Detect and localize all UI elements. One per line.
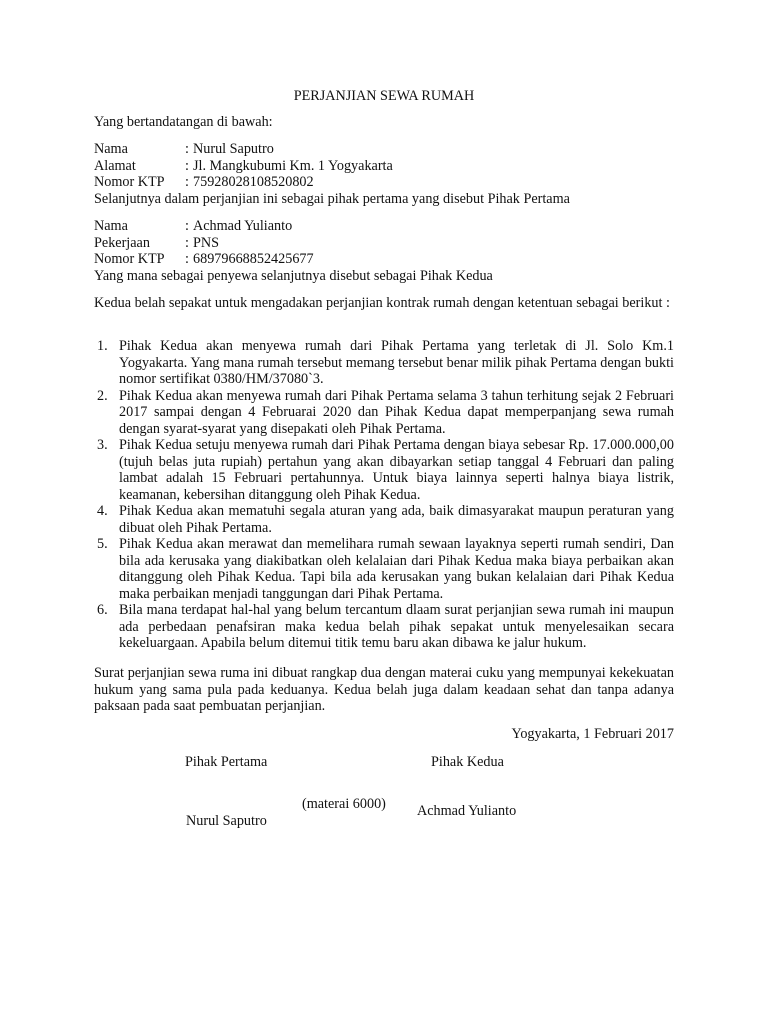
field-label: Nomor KTP <box>94 251 165 267</box>
field-value: Achmad Yulianto <box>193 218 293 234</box>
field-value: Jl. Mangkubumi Km. 1 Yogyakarta <box>193 157 393 174</box>
term-text: Pihak Kedua akan merawat dan memelihara rumah sewaan layaknya seperti rumah sendiri, Dan bila ada kerusaka yang diakibatkan oleh kelalaian dari Pihak Kedua maka biaya perbaikan akan ditanggung oleh Pihak Kedua. Tapi bila ada kerusakan yang bukan kelalaian dari Pihak Kedua maka perbaikan menjadi tanggungan dari Pihak Pertama. <box>119 536 674 602</box>
field-value: 75928028108520802 <box>193 174 314 190</box>
field-value: Nurul Saputro <box>193 141 274 157</box>
opening-line: Yang bertandatangan di bawah: <box>94 114 273 130</box>
closing-paragraph: Surat perjanjian sewa ruma ini dibuat rangkap dua dengan materai cuku yang mempunyai kekekuatan hukum yang sama pula pada keduanya. Kedua belah juga dalam keadaan sehat dan tanpa adanya paksaan pada saat pembuatan perjanjian. <box>94 665 674 714</box>
party1-signature-name: Nurul Saputro <box>186 813 267 829</box>
party1-fields <box>94 141 570 207</box>
field-colon: : <box>185 141 189 157</box>
term-text: Pihak Kedua akan mematuhi segala aturan yang ada, baik dimasyarakat maupun peraturan yang dibuat oleh Pihak Pertama. <box>119 503 674 536</box>
field-colon: : <box>185 157 189 174</box>
term-item <box>94 503 674 536</box>
field-label: Alamat <box>94 157 136 174</box>
field-row <box>94 218 493 235</box>
term-item <box>94 602 674 652</box>
field-row <box>94 251 493 268</box>
stamp-placeholder: (materai 6000) <box>302 796 386 812</box>
field-colon: : <box>185 174 189 190</box>
term-text: Pihak Kedua akan menyewa rumah dari Pihak Pertama yang terletak di Jl. Solo Km.1 Yogyakarta. Yang mana rumah tersebut memang tersebut benar milik pihak Pertama dengan bukti nomor sertifikat 0380/HM/37080`3. <box>119 338 674 387</box>
party2-signature-title: Pihak Kedua <box>431 754 504 770</box>
term-number: 5. <box>97 536 108 552</box>
field-row <box>94 158 570 175</box>
party2-designation: Yang mana sebagai penyewa selanjutnya disebut sebagai Pihak Kedua <box>94 267 493 284</box>
party2-signature-name: Achmad Yulianto <box>417 803 517 819</box>
term-number: 1. <box>97 338 108 354</box>
field-label: Pekerjaan <box>94 234 150 251</box>
term-item <box>94 338 674 388</box>
term-number: 4. <box>97 503 108 519</box>
party1-signature-title: Pihak Pertama <box>185 754 268 770</box>
field-row <box>94 235 493 252</box>
field-label: Nama <box>94 141 128 157</box>
term-text: Pihak Kedua setuju menyewa rumah dari Pihak Pertama dengan biaya sebesar Rp. 17.000.000,00 (tujuh belas juta rupiah) pertahun yang akan dibayarkan setiap tanggal 4 Februari dan paling lambat adalah 15 Februari pertahunnya. Untuk biaya lainnya seperti halnya biaya listrik, keamanan, kebersihan ditanggung oleh Pihak Kedua. <box>119 437 674 503</box>
field-row <box>94 174 570 191</box>
field-value: 68979668852425677 <box>193 251 314 267</box>
field-label: Nomor KTP <box>94 174 165 190</box>
field-label: Nama <box>94 218 128 234</box>
term-item <box>94 388 674 438</box>
field-value: PNS <box>193 234 220 251</box>
term-text: Pihak Kedua akan menyewa rumah dari Pihak Pertama selama 3 tahun terhitung sejak 2 Februari 2017 sampai dengan 4 Februarai 2020 dan Pihak Kedua dapat memperpanjang sewa rumah dengan syarat-syarat yang disepakati oleh Pihak Pertama. <box>119 387 674 437</box>
document-title: PERJANJIAN SEWA RUMAH <box>293 88 475 104</box>
field-colon: : <box>185 251 189 267</box>
party2-fields <box>94 218 493 284</box>
term-text: Bila mana terdapat hal-hal yang belum tercantum dlaam surat perjanjian sewa rumah ini maupun ada perbedaan penafsiran maka kedua belah pihak sepakat untuk menyelesaikan secara kekeluargaan. Apabila belum ditemui titik temu baru akan dibawa ke jalur hukum. <box>119 602 674 651</box>
party1-designation: Selanjutnya dalam perjanjian ini sebagai pihak pertama yang disebut Pihak Pertama <box>94 190 570 207</box>
field-row <box>94 141 570 158</box>
agreement-intro: Kedua belah sepakat untuk mengadakan perjanjian kontrak rumah dengan ketentuan sebagai berikut : <box>94 295 670 311</box>
place-date: Yogyakarta, 1 Februari 2017 <box>511 726 674 742</box>
field-colon: : <box>185 234 189 251</box>
term-number: 2. <box>97 387 108 404</box>
term-item <box>94 536 674 602</box>
term-number: 6. <box>97 602 108 618</box>
term-number: 3. <box>97 437 108 453</box>
field-colon: : <box>185 218 189 234</box>
terms-list <box>94 338 674 652</box>
term-item <box>94 437 674 503</box>
